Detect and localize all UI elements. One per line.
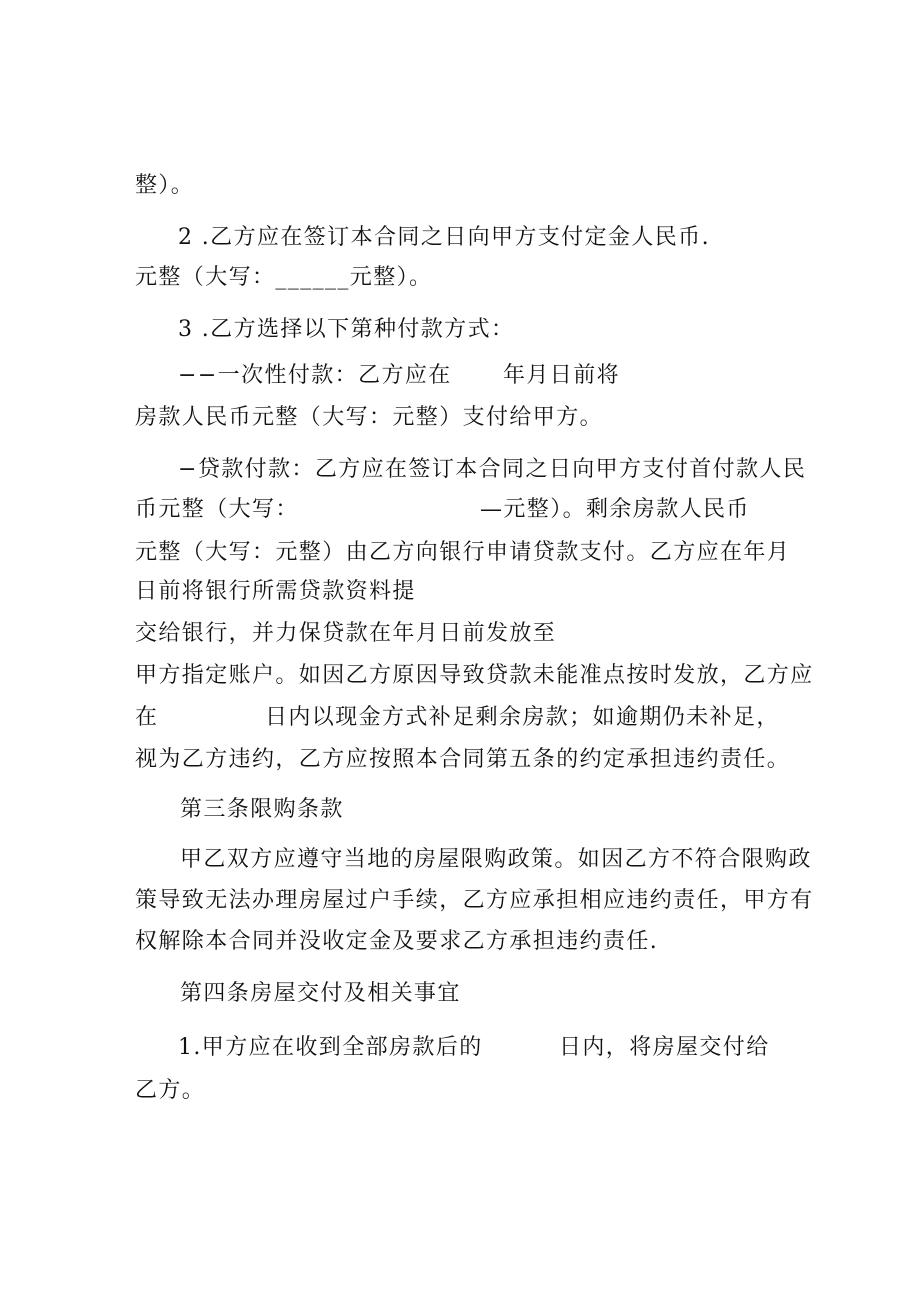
text-line: 日内以现金方式补足剩余房款；如逾期仍未补足， [265, 705, 780, 730]
text-line: 权解除本合同并没收定金及要求乙方承担违约责任. [135, 929, 659, 954]
clause-2-deposit: 2 .乙方应在签订本合同之日向甲方支付定金人民币. [178, 225, 710, 250]
text-line: 房款人民币元整（大写：元整）支付给甲方。 [135, 405, 604, 430]
loan-payment: −贷款付款：乙方应在签订本合同之日向甲方支付首付款人民 [178, 457, 807, 482]
text-line: 日前将银行所需贷款资料提 [135, 579, 416, 604]
text-line: 元整（大写：元整）由乙方向银行申请贷款支付。乙方应在年月 [135, 540, 791, 565]
text-line: 视为乙方违约，乙方应按照本合同第五条的约定承担违约责任。 [135, 747, 791, 772]
text-line: 整）。 [135, 173, 195, 198]
article-4-heading: 第四条房屋交付及相关事宜 [180, 981, 461, 1006]
text-line: 年月日前将 [503, 363, 621, 388]
purchase-restriction-text: 甲乙双方应遵守当地的房屋限购政策。如因乙方不符合限购政 [180, 847, 812, 872]
text-line: 元整（大写：______元整）。 [135, 265, 433, 290]
article-3-heading: 第三条限购条款 [180, 797, 344, 822]
text-line: 乙方。 [135, 1078, 206, 1103]
text-line: 策导致无法办理房屋过户手续，乙方应承担相应违约责任，甲方有 [135, 888, 814, 913]
text-line: 日内，将房屋交付给 [559, 1035, 770, 1060]
clause-3-payment-method: 3 .乙方选择以下第种付款方式： [178, 317, 515, 342]
text-line: 交给银行，并力保贷款在年月日前发放至 [135, 621, 557, 646]
text-line: 在 [135, 705, 159, 730]
text-line: 甲方指定账户。如因乙方原因导致贷款未能准点按时发放，乙方应 [135, 663, 814, 688]
delivery-clause-1: 1.甲方应在收到全部房款后的 [178, 1035, 483, 1060]
text-line: —元整）。剩余房款人民币 [480, 497, 750, 522]
lump-sum-payment: −−一次性付款：乙方应在 [178, 363, 452, 388]
text-line: 币元整（大写： [135, 497, 299, 522]
